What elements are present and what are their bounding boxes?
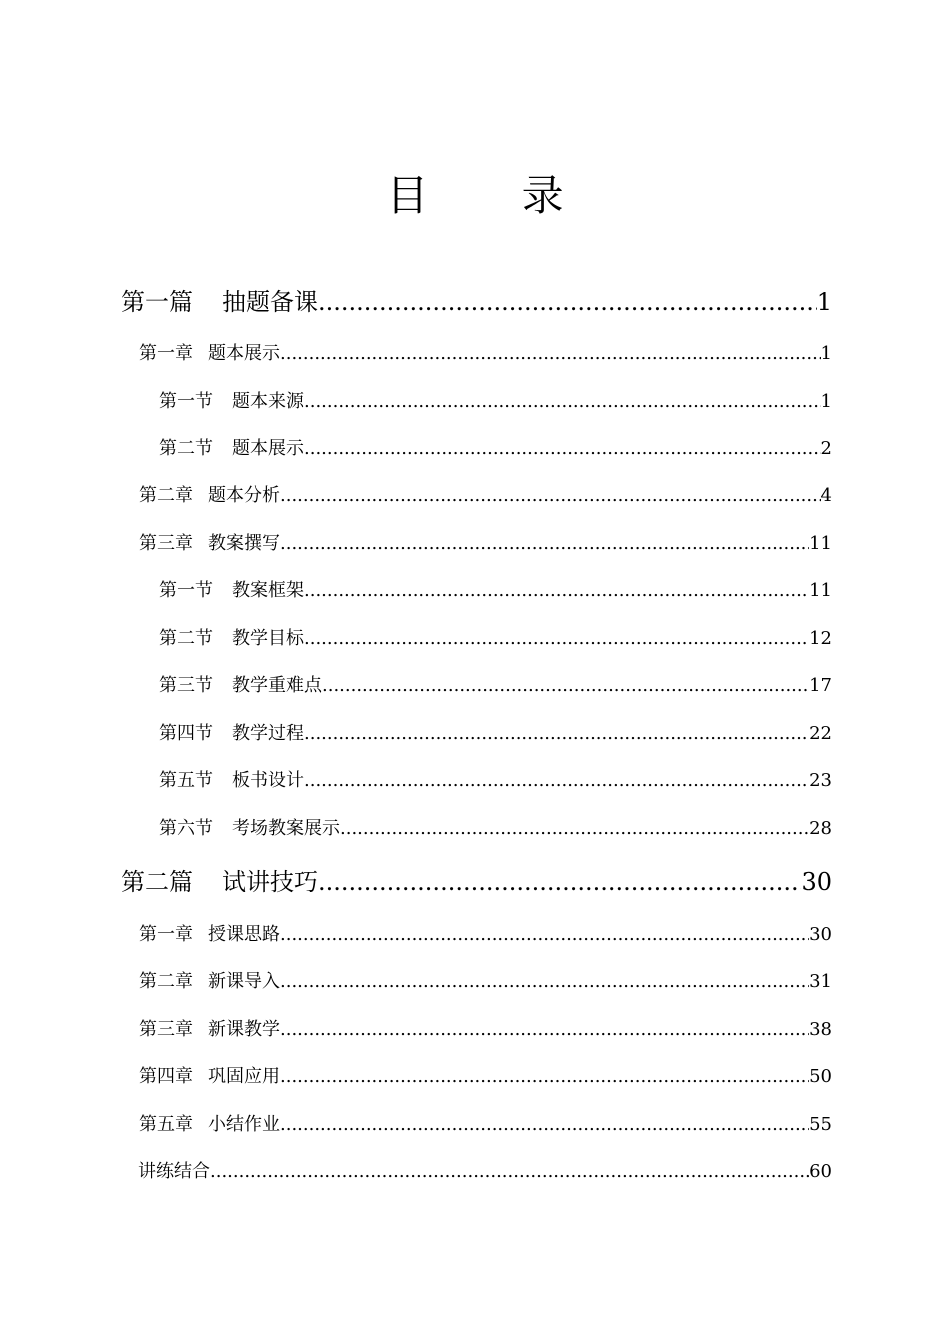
toc-leader: [280, 969, 809, 995]
toc-entry[interactable]: [158, 768, 832, 794]
toc-page-number: 38: [809, 1019, 832, 1040]
toc-leader: [304, 578, 809, 604]
toc-leader: [318, 866, 801, 898]
toc-entry[interactable]: [158, 436, 832, 462]
toc-entry[interactable]: [158, 626, 832, 652]
toc-page-number: 4: [820, 485, 832, 506]
toc-page-number: 55: [809, 1114, 832, 1135]
toc-entry[interactable]: [158, 721, 832, 747]
toc-page-number: 1: [820, 391, 832, 412]
toc-leader: [318, 286, 817, 318]
toc-entry-label: 第三节 教学重难点: [159, 675, 322, 696]
toc-page-number: 1: [820, 343, 832, 364]
toc-leader: [304, 436, 821, 462]
toc-leader: [304, 389, 821, 415]
toc-entry[interactable]: [138, 483, 832, 509]
toc-leader: [280, 1064, 809, 1090]
toc-leader: [280, 531, 809, 557]
toc-entry[interactable]: [158, 578, 832, 604]
toc-entry-label: 第一节 教案框架: [159, 580, 304, 601]
toc-entry[interactable]: [138, 1064, 832, 1090]
toc-entry[interactable]: [138, 531, 832, 557]
toc-entry-label: 第六节 考场教案展示: [159, 818, 340, 839]
toc-page-number: 23: [809, 770, 832, 791]
toc-page-number: 11: [809, 533, 832, 554]
toc-entry[interactable]: [138, 1112, 832, 1138]
toc-leader: [304, 768, 809, 794]
toc-entry[interactable]: [138, 922, 832, 948]
toc-page-number: 60: [809, 1161, 832, 1182]
toc-leader: [322, 673, 809, 699]
toc-leader: [280, 1017, 809, 1043]
toc-entry-label: 第一节 题本来源: [159, 391, 304, 412]
toc-leader: [280, 483, 821, 509]
page-title: 目 录: [386, 171, 604, 220]
toc-entry[interactable]: [138, 1017, 832, 1043]
toc-page-number: 30: [801, 868, 832, 896]
toc-entry-label: 第五节 板书设计: [159, 770, 304, 791]
toc-page-number: 12: [809, 628, 832, 649]
toc-page-number: 50: [809, 1066, 832, 1087]
toc-entry[interactable]: [120, 866, 832, 898]
toc-entry-label: 第一篇 抽题备课: [121, 288, 318, 316]
toc-entry-label: 第四节 教学过程: [159, 723, 304, 744]
toc-leader: [304, 626, 809, 652]
toc-page-number: 11: [809, 580, 832, 601]
toc-page-number: 30: [809, 924, 832, 945]
toc-page-number: 2: [820, 438, 832, 459]
toc-entry[interactable]: [138, 969, 832, 995]
toc-entry[interactable]: [138, 341, 832, 367]
toc-entry-label: 第二节 题本展示: [159, 438, 304, 459]
toc-page-number: 22: [809, 723, 832, 744]
toc-leader: [280, 1112, 809, 1138]
toc-entry-label: 第五章 小结作业: [139, 1114, 280, 1135]
toc-page-number: 1: [816, 288, 832, 316]
toc-leader: [280, 922, 809, 948]
toc-entry-label: 第一章 授课思路: [139, 924, 280, 945]
toc-leader: [304, 721, 809, 747]
toc-entry-label: 讲练结合: [138, 1161, 210, 1182]
toc-entry[interactable]: [120, 286, 832, 318]
toc-entry-label: 第二章 题本分析: [139, 485, 280, 506]
toc-entry-label: 第四章 巩固应用: [139, 1066, 280, 1087]
toc-entry[interactable]: [138, 1159, 832, 1185]
toc-entry[interactable]: [158, 389, 832, 415]
toc-entry[interactable]: [158, 816, 832, 842]
toc-entry-label: 第三章 教案撰写: [139, 533, 280, 554]
toc-leader: [280, 341, 821, 367]
toc-page-number: 31: [809, 971, 832, 992]
toc-entry[interactable]: [158, 673, 832, 699]
toc-leader: [210, 1159, 809, 1185]
toc-entry-label: 第二章 新课导入: [139, 971, 280, 992]
toc-page-number: 17: [809, 675, 832, 696]
toc-page-number: 28: [809, 818, 832, 839]
toc-entry-label: 第一章 题本展示: [139, 343, 280, 364]
toc-entry-label: 第二篇 试讲技巧: [121, 868, 318, 896]
toc-entry-label: 第三章 新课教学: [139, 1019, 280, 1040]
toc-leader: [340, 816, 809, 842]
toc-entry-label: 第二节 教学目标: [159, 628, 304, 649]
